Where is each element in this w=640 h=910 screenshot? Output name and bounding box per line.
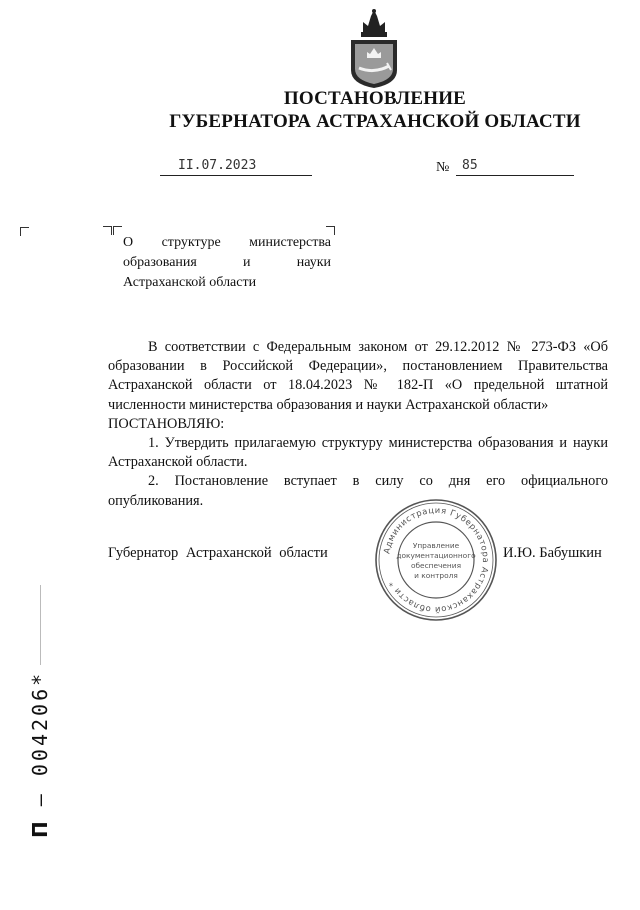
svg-text:Управление: Управление [412,541,460,550]
document-subject: О структуре министерства образования и науки Астраханской области [123,235,331,290]
number-sign: № [436,160,450,175]
decree-item-1: 1. Утвердить прилагаемую структуру министерства образования и науки Астраханской области. [108,435,608,471]
svg-text:и контроля: и контроля [414,571,458,580]
serial-prefix: П [28,821,52,838]
margin-corner-mark [20,227,29,236]
decree-word: ПОСТАНОВЛЯЮ: [108,415,225,432]
registration-serial-number [28,671,52,838]
svg-text:документационного: документационного [396,551,476,560]
date-underline [160,175,312,176]
serial-mark: * [28,670,52,686]
signatory-position: Губернатор Астраханской области [108,545,328,561]
office-seal-stamp [373,497,499,623]
margin-rule [40,585,41,665]
serial-dash: – [28,791,52,807]
document-type-title: ПОСТАНОВЛЕНИЕ [283,88,467,109]
document-body [108,338,608,511]
number-underline [456,175,574,176]
issuer-title: ГУБЕРНАТОРА АСТРАХАНСКОЙ ОБЛАСТИ [169,111,581,132]
subject-corner-mark-left [103,226,112,235]
decree-item-2: 2. Постановление вступает в силу со дня его официального опубликования. [108,473,608,509]
svg-text:обеспечения: обеспечения [410,561,462,570]
coat-of-arms-emblem [343,8,405,90]
subject-corner-mark-left-inner [113,226,122,235]
document-number: 85 [462,158,478,173]
preamble-paragraph: В соответствии с Федеральным законом от 29.12.2012 № 273-ФЗ «Об образовании в Российской Федерации», постановлением Правительства Астраханской области от 18.04.2023 № 182-П «О предельной штатной численности министерства образования и науки Астраханской области» [108,339,608,413]
document-date: II.07.2023 [178,158,257,173]
svg-text:Администрация Губернатора Астр: Администрация Губернатора Астраханской области * [381,504,492,616]
signatory-name: И.Ю. Бабушкин [503,545,602,561]
serial-digits: 004206 [28,685,52,777]
